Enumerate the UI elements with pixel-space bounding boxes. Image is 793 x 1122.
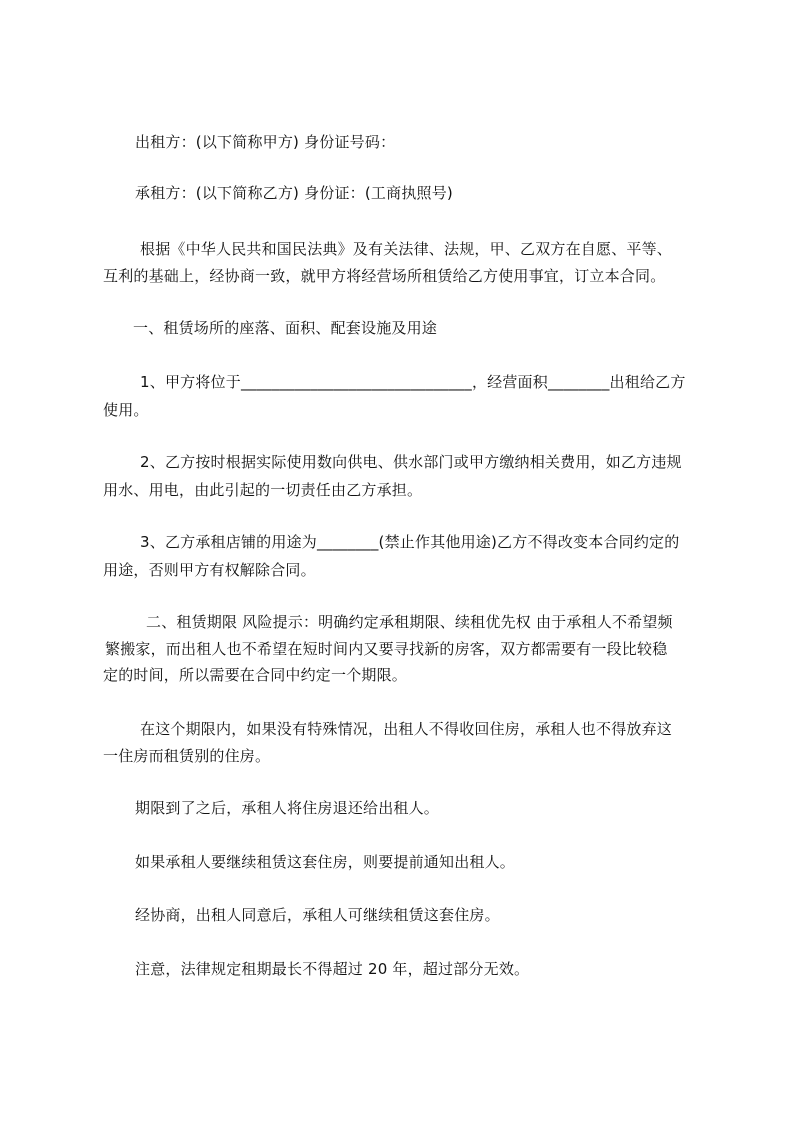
renewal-notice-line: 如果承租人要继续租赁这套住房，则要提前通知出租人。 — [135, 853, 516, 871]
clause-3-line-2: 用途，否则甲方有权解除合同。 — [103, 561, 316, 579]
preamble-line-2: 互利的基础上，经协商一致，就甲方将经营场所租赁给乙方使用事宜，订立本合同。 — [103, 267, 666, 285]
clause-1-line-1: 1、甲方将位于______________________________，经营面积________出租给乙方 — [140, 373, 686, 391]
legal-note-line: 注意，法律规定租期最长不得超过 20 年，超过部分无效。 — [135, 960, 530, 978]
term-paragraph-line-2: 一住房而租赁别的住房。 — [103, 747, 271, 765]
clause-1-line-2: 使用。 — [103, 401, 149, 419]
renewal-consent-line: 经协商，出租人同意后，承租人可继续租赁这套住房。 — [135, 906, 500, 924]
term-paragraph-line-1: 在这个期限内，如果没有特殊情况，出租人不得收回住房，承租人也不得放弃这 — [140, 720, 673, 738]
preamble-line-1: 根据《中华人民共和国民法典》及有关法律、法规，甲、乙双方在自愿、平等、 — [140, 240, 673, 258]
section-1-heading: 一、租赁场所的座落、面积、配套设施及用途 — [133, 319, 438, 337]
section-2-line-1: 二、租赁期限 风险提示：明确约定承租期限、续租优先权 由于承租人不希望频 — [146, 613, 673, 631]
clause-2-line-2: 用水、用电，由此引起的一切责任由乙方承担。 — [103, 481, 423, 499]
clause-3-line-1: 3、乙方承租店铺的用途为________(禁止作其他用途)乙方不得改变本合同约定的 — [140, 533, 680, 551]
section-2-line-3: 定的时间，所以需要在合同中约定一个期限。 — [103, 666, 408, 684]
tenant-line: 承租方：(以下简称乙方) 身份证：(工商执照号) — [135, 184, 453, 202]
expiry-line: 期限到了之后，承租人将住房退还给出租人。 — [135, 799, 440, 817]
section-2-line-2: 繁搬家，而出租人也不希望在短时间内又要寻找新的房客，双方都需要有一段比较稳 — [105, 640, 668, 658]
clause-2-line-1: 2、乙方按时根据实际使用数向供电、供水部门或甲方缴纳相关费用，如乙方违规 — [140, 453, 682, 471]
landlord-line: 出租方：(以下简称甲方) 身份证号码： — [135, 133, 396, 151]
